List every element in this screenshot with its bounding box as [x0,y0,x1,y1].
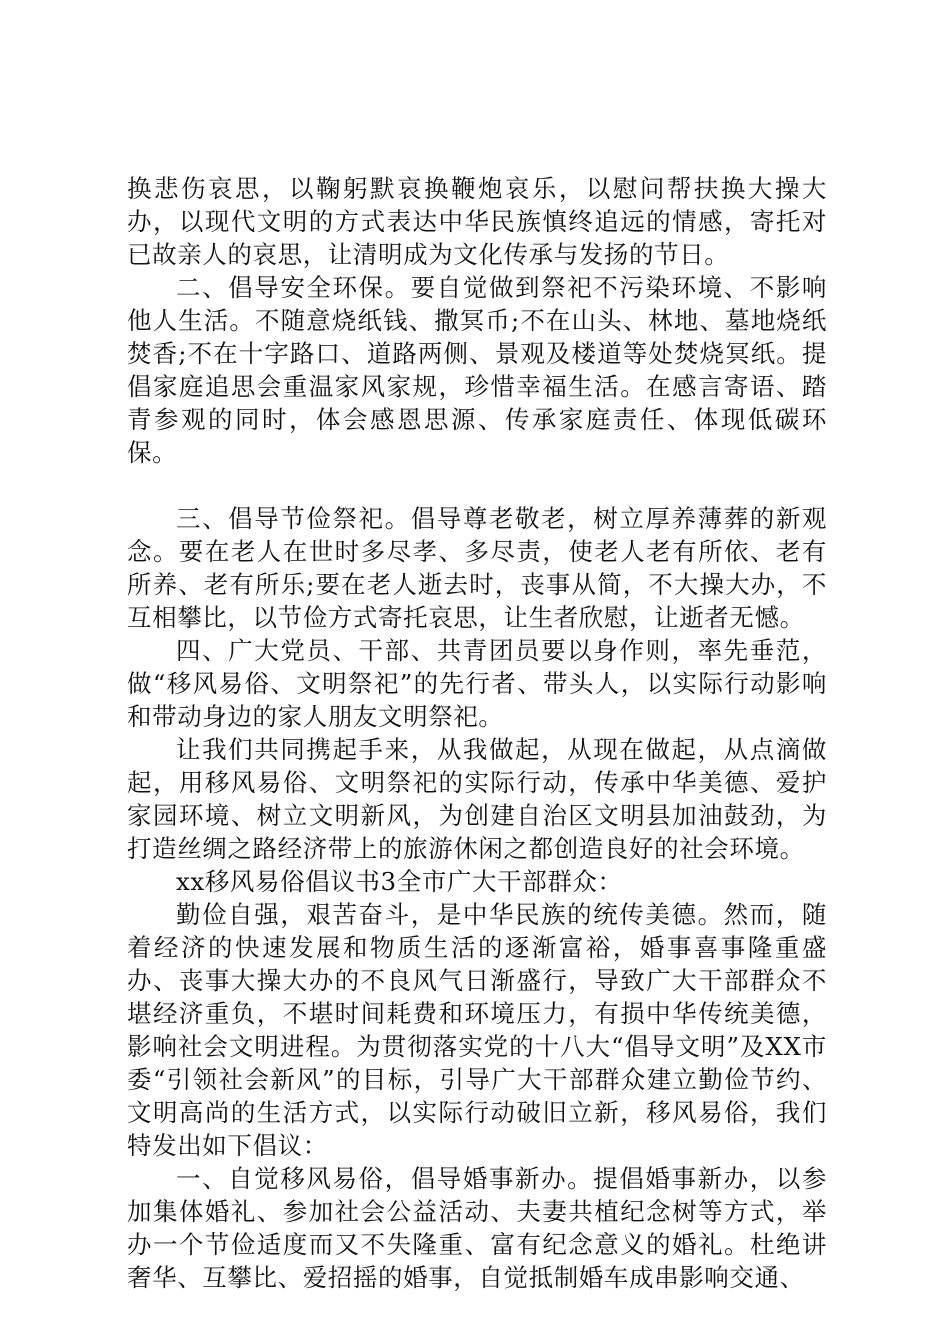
proposal-heading: xx移风易俗倡议书3全市广大干部群众： [176,867,623,896]
document-body [127,172,827,1294]
paragraph-call-to-action: 让我们共同携起手来，从我做起，从现在做起，从点滴做起，用移风易俗、文明祭祀的实际行动，传承中华美德、爱护家园环境、树立文明新风，为创建自治区文明县加油鼓劲，为打造丝绸之路经济带上的旅游休闲之都创造良好的社会环境。 [127,735,827,863]
paragraph-safety-environment: 二、倡导安全环保。要自觉做到祭祀不污染环境、不影响他人生活。不随意烧纸钱、撒冥币;不在山头、林地、墓地烧纸焚香;不在十字路口、道路两侧、景观及楼道等处焚烧冥纸。提倡家庭追思会重温家风家规，珍惜幸福生活。在感言寄语、踏青参观的同时，体会感恩思源、传承家庭责任、体现低碳环保。 [127,273,827,467]
paragraph-party-members: 四、广大党员、干部、共青团员要以身作则，率先垂范，做“移风易俗、文明祭祀”的先行者、带头人，以实际行动影响和带动身边的家人朋友文明祭祀。 [127,636,827,731]
paragraph-wedding-reform: 一、自觉移风易俗，倡导婚事新办。提倡婚事新办，以参加集体婚礼、参加社会公益活动、夫妻共植纪念树等方式，举办一个节俭适度而又不失隆重、富有纪念意义的婚礼。杜绝讲奢华、互攀比、爱招摇的婚事，自觉抵制婚车成串影响交通、 [127,1164,827,1292]
paragraph-continuation: 换悲伤哀思，以鞠躬默哀换鞭炮哀乐，以慰问帮扶换大操大办，以现代文明的方式表达中华民族慎终追远的情感，寄托对已故亲人的哀思，让清明成为文化传承与发扬的节日。 [127,174,827,269]
paragraph-frugal-sacrifice: 三、倡导节俭祭祀。倡导尊老敬老，树立厚养薄葬的新观念。要在老人在世时多尽孝、多尽责，使老人老有所依、老有所养、老有所乐;要在老人逝去时，丧事从简，不大操大办，不互相攀比，以节俭方式寄托哀思，让生者欣慰，让逝者无憾。 [127,504,827,632]
paragraph-introduction: 勤俭自强，艰苦奋斗，是中华民族的统传美德。然而，随着经济的快速发展和物质生活的逐渐富裕，婚事喜事隆重盛办、丧事大操大办的不良风气日渐盛行，导致广大干部群众不堪经济重负，不堪时间耗费和环境压力，有损中华传统美德，影响社会文明进程。为贯彻落实党的十八大“倡导文明”及XX市委“引领社会新风”的目标，引导广大干部群众建立勤俭节约、文明高尚的生活方式，以实际行动破旧立新，移风易俗，我们特发出如下倡议： [127,900,827,1160]
